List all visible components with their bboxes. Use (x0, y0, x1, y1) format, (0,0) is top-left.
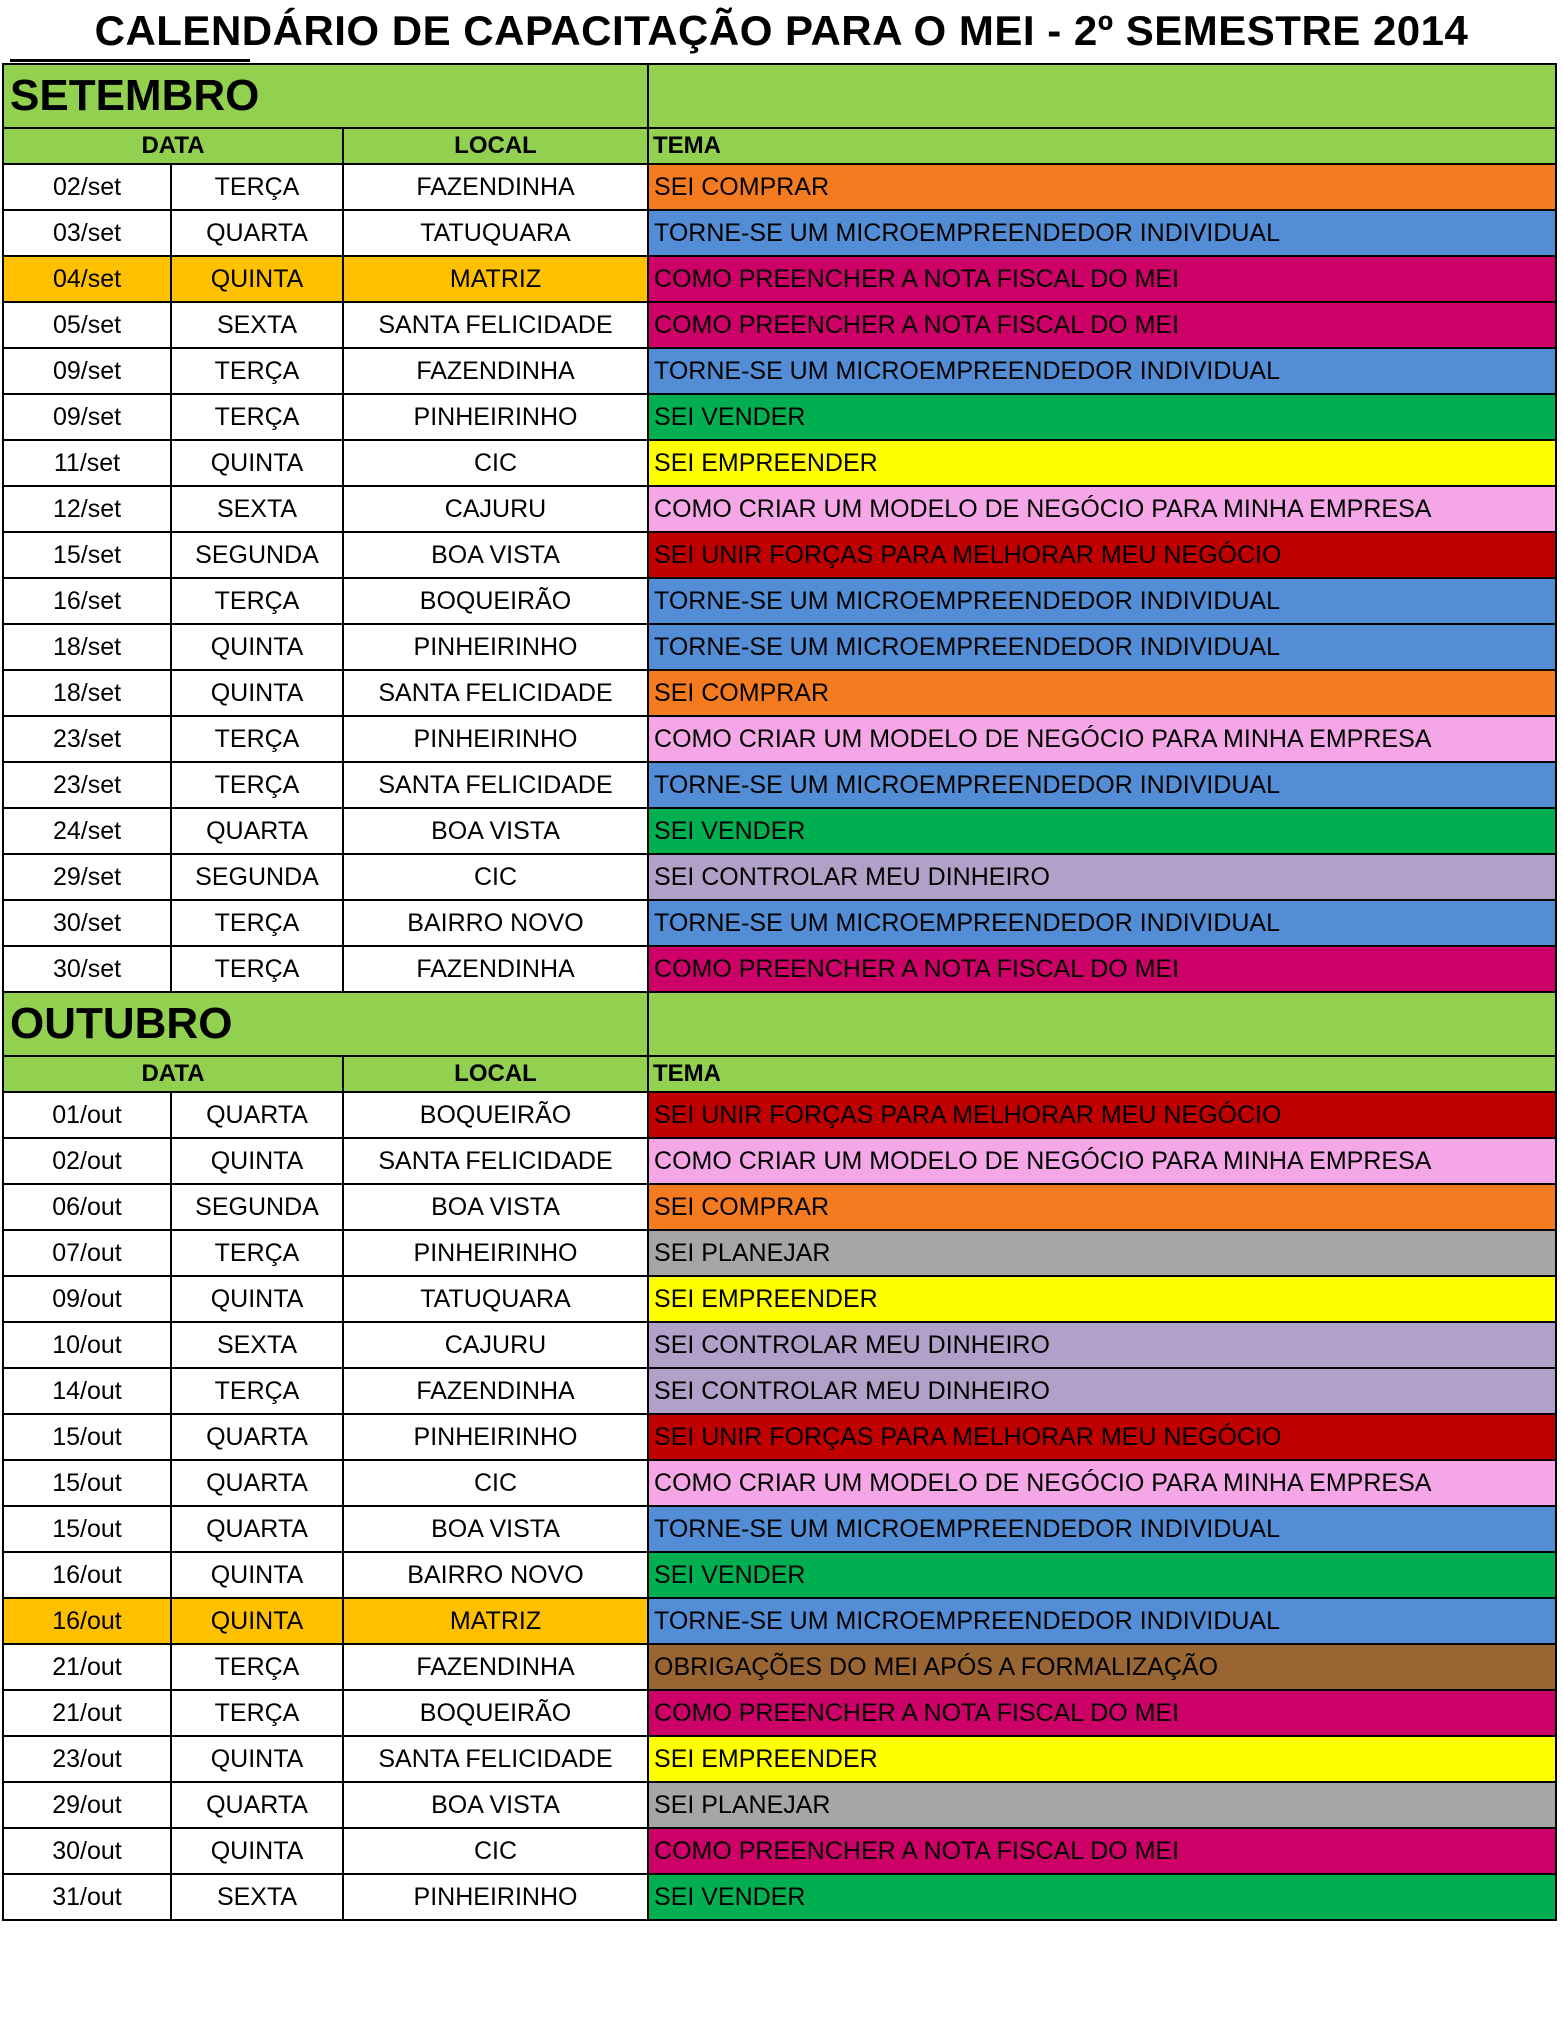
weekday-cell: SEGUNDA (171, 1184, 343, 1230)
date-cell: 09/set (3, 394, 171, 440)
location-cell: BOQUEIRÃO (343, 1690, 648, 1736)
table-row (3, 1828, 1556, 1874)
table-row (3, 716, 1556, 762)
date-cell: 16/set (3, 578, 171, 624)
weekday-cell: QUINTA (171, 1276, 343, 1322)
topic-cell: TORNE-SE UM MICROEMPREENDEDOR INDIVIDUAL (648, 210, 1556, 256)
weekday-cell: SEGUNDA (171, 532, 343, 578)
topic-cell: SEI CONTROLAR MEU DINHEIRO (648, 854, 1556, 900)
weekday-cell: TERÇA (171, 1368, 343, 1414)
table-row (3, 1138, 1556, 1184)
weekday-cell: SEXTA (171, 1874, 343, 1920)
date-cell: 30/set (3, 900, 171, 946)
weekday-cell: QUARTA (171, 1414, 343, 1460)
weekday-cell: QUARTA (171, 1460, 343, 1506)
date-cell: 04/set (3, 256, 171, 302)
table-row (3, 578, 1556, 624)
table-row (3, 394, 1556, 440)
topic-cell: COMO PREENCHER A NOTA FISCAL DO MEI (648, 302, 1556, 348)
table-row (3, 1874, 1556, 1920)
topic-cell: TORNE-SE UM MICROEMPREENDEDOR INDIVIDUAL (648, 348, 1556, 394)
table-row (3, 210, 1556, 256)
date-cell: 18/set (3, 624, 171, 670)
topic-cell: SEI UNIR FORÇAS PARA MELHORAR MEU NEGÓCIO (648, 1414, 1556, 1460)
table-row (3, 532, 1556, 578)
weekday-cell: QUARTA (171, 808, 343, 854)
location-cell: BOA VISTA (343, 1506, 648, 1552)
month-name: OUTUBRO (3, 992, 648, 1056)
date-cell: 18/set (3, 670, 171, 716)
table-row (3, 1506, 1556, 1552)
header-local: LOCAL (343, 128, 648, 164)
location-cell: BOA VISTA (343, 1184, 648, 1230)
topic-cell: COMO CRIAR UM MODELO DE NEGÓCIO PARA MINHA EMPRESA (648, 486, 1556, 532)
table-row (3, 1690, 1556, 1736)
topic-cell: SEI COMPRAR (648, 670, 1556, 716)
table-row (3, 1598, 1556, 1644)
date-cell: 21/out (3, 1644, 171, 1690)
weekday-cell: QUINTA (171, 670, 343, 716)
date-cell: 15/set (3, 532, 171, 578)
weekday-cell: QUINTA (171, 1828, 343, 1874)
topic-cell: COMO PREENCHER A NOTA FISCAL DO MEI (648, 1690, 1556, 1736)
topic-cell: SEI VENDER (648, 808, 1556, 854)
date-cell: 10/out (3, 1322, 171, 1368)
date-cell: 05/set (3, 302, 171, 348)
location-cell: PINHEIRINHO (343, 1874, 648, 1920)
table-row (3, 1552, 1556, 1598)
table-row (3, 1276, 1556, 1322)
table-row (3, 854, 1556, 900)
weekday-cell: QUINTA (171, 440, 343, 486)
table-row (3, 1460, 1556, 1506)
location-cell: CAJURU (343, 486, 648, 532)
location-cell: FAZENDINHA (343, 164, 648, 210)
table-row (3, 1644, 1556, 1690)
weekday-cell: SEGUNDA (171, 854, 343, 900)
table-row (3, 348, 1556, 394)
location-cell: FAZENDINHA (343, 348, 648, 394)
date-cell: 03/set (3, 210, 171, 256)
topic-cell: COMO CRIAR UM MODELO DE NEGÓCIO PARA MINHA EMPRESA (648, 716, 1556, 762)
table-row (3, 256, 1556, 302)
topic-cell: SEI VENDER (648, 1874, 1556, 1920)
date-cell: 24/set (3, 808, 171, 854)
location-cell: PINHEIRINHO (343, 394, 648, 440)
topic-cell: SEI CONTROLAR MEU DINHEIRO (648, 1368, 1556, 1414)
date-cell: 09/out (3, 1276, 171, 1322)
location-cell: SANTA FELICIDADE (343, 762, 648, 808)
location-cell: SANTA FELICIDADE (343, 302, 648, 348)
weekday-cell: SEXTA (171, 486, 343, 532)
topic-cell: OBRIGAÇÕES DO MEI APÓS A FORMALIZAÇÃO (648, 1644, 1556, 1690)
weekday-cell: TERÇA (171, 900, 343, 946)
date-cell: 23/set (3, 762, 171, 808)
topic-cell: SEI EMPREENDER (648, 1276, 1556, 1322)
topic-cell: TORNE-SE UM MICROEMPREENDEDOR INDIVIDUAL (648, 900, 1556, 946)
location-cell: PINHEIRINHO (343, 716, 648, 762)
topic-cell: SEI VENDER (648, 1552, 1556, 1598)
weekday-cell: TERÇA (171, 762, 343, 808)
date-cell: 29/set (3, 854, 171, 900)
month-name: SETEMBRO (3, 64, 648, 128)
weekday-cell: QUARTA (171, 1782, 343, 1828)
date-cell: 30/out (3, 1828, 171, 1874)
date-cell: 16/out (3, 1598, 171, 1644)
topic-cell: SEI PLANEJAR (648, 1782, 1556, 1828)
weekday-cell: QUARTA (171, 1092, 343, 1138)
date-cell: 21/out (3, 1690, 171, 1736)
location-cell: MATRIZ (343, 256, 648, 302)
topic-cell: COMO CRIAR UM MODELO DE NEGÓCIO PARA MINHA EMPRESA (648, 1460, 1556, 1506)
table-row (3, 808, 1556, 854)
weekday-cell: SEXTA (171, 1322, 343, 1368)
date-cell: 12/set (3, 486, 171, 532)
weekday-cell: QUINTA (171, 1552, 343, 1598)
weekday-cell: TERÇA (171, 348, 343, 394)
date-cell: 29/out (3, 1782, 171, 1828)
location-cell: BOQUEIRÃO (343, 1092, 648, 1138)
location-cell: BOA VISTA (343, 1782, 648, 1828)
location-cell: BAIRRO NOVO (343, 1552, 648, 1598)
header-local: LOCAL (343, 1056, 648, 1092)
weekday-cell: QUINTA (171, 624, 343, 670)
topic-cell: SEI CONTROLAR MEU DINHEIRO (648, 1322, 1556, 1368)
location-cell: SANTA FELICIDADE (343, 1736, 648, 1782)
location-cell: PINHEIRINHO (343, 624, 648, 670)
date-cell: 30/set (3, 946, 171, 992)
month-header-blank (648, 64, 1556, 128)
location-cell: BAIRRO NOVO (343, 900, 648, 946)
location-cell: TATUQUARA (343, 1276, 648, 1322)
location-cell: SANTA FELICIDADE (343, 1138, 648, 1184)
header-tema: TEMA (648, 1056, 1556, 1092)
month-header-row (3, 992, 1556, 1056)
date-cell: 15/out (3, 1414, 171, 1460)
location-cell: TATUQUARA (343, 210, 648, 256)
page-title: CALENDÁRIO DE CAPACITAÇÃO PARA O MEI - 2º SEMESTRE 2014 (94, 7, 1469, 54)
location-cell: PINHEIRINHO (343, 1414, 648, 1460)
location-cell: CIC (343, 854, 648, 900)
table-row (3, 1782, 1556, 1828)
table-row (3, 900, 1556, 946)
location-cell: BOA VISTA (343, 808, 648, 854)
weekday-cell: QUINTA (171, 1138, 343, 1184)
date-cell: 31/out (3, 1874, 171, 1920)
topic-cell: COMO PREENCHER A NOTA FISCAL DO MEI (648, 946, 1556, 992)
table-row (3, 624, 1556, 670)
location-cell: FAZENDINHA (343, 1644, 648, 1690)
weekday-cell: QUINTA (171, 1598, 343, 1644)
weekday-cell: TERÇA (171, 1644, 343, 1690)
topic-cell: SEI COMPRAR (648, 164, 1556, 210)
month-header-row (3, 64, 1556, 128)
topic-cell: SEI UNIR FORÇAS PARA MELHORAR MEU NEGÓCIO (648, 1092, 1556, 1138)
month-header-blank (648, 992, 1556, 1056)
table-row (3, 762, 1556, 808)
date-cell: 11/set (3, 440, 171, 486)
weekday-cell: TERÇA (171, 578, 343, 624)
location-cell: CIC (343, 1460, 648, 1506)
topic-cell: TORNE-SE UM MICROEMPREENDEDOR INDIVIDUAL (648, 1506, 1556, 1552)
date-cell: 09/set (3, 348, 171, 394)
topic-cell: TORNE-SE UM MICROEMPREENDEDOR INDIVIDUAL (648, 578, 1556, 624)
date-cell: 01/out (3, 1092, 171, 1138)
weekday-cell: QUINTA (171, 1736, 343, 1782)
topic-cell: SEI EMPREENDER (648, 1736, 1556, 1782)
location-cell: CIC (343, 440, 648, 486)
date-cell: 15/out (3, 1460, 171, 1506)
table-row (3, 1414, 1556, 1460)
location-cell: BOQUEIRÃO (343, 578, 648, 624)
table-row (3, 164, 1556, 210)
topic-cell: SEI PLANEJAR (648, 1230, 1556, 1276)
header-data: DATA (3, 128, 343, 164)
table-row (3, 946, 1556, 992)
topic-cell: TORNE-SE UM MICROEMPREENDEDOR INDIVIDUAL (648, 1598, 1556, 1644)
table-row (3, 302, 1556, 348)
calendar-body (3, 64, 1556, 1920)
location-cell: PINHEIRINHO (343, 1230, 648, 1276)
date-cell: 06/out (3, 1184, 171, 1230)
date-cell: 15/out (3, 1506, 171, 1552)
topic-cell: COMO PREENCHER A NOTA FISCAL DO MEI (648, 256, 1556, 302)
weekday-cell: TERÇA (171, 1230, 343, 1276)
table-row (3, 440, 1556, 486)
topic-cell: TORNE-SE UM MICROEMPREENDEDOR INDIVIDUAL (648, 762, 1556, 808)
weekday-cell: SEXTA (171, 302, 343, 348)
location-cell: FAZENDINHA (343, 1368, 648, 1414)
date-cell: 23/out (3, 1736, 171, 1782)
location-cell: BOA VISTA (343, 532, 648, 578)
table-row (3, 486, 1556, 532)
date-cell: 16/out (3, 1552, 171, 1598)
weekday-cell: TERÇA (171, 164, 343, 210)
table-row (3, 1184, 1556, 1230)
table-row (3, 1230, 1556, 1276)
topic-cell: COMO PREENCHER A NOTA FISCAL DO MEI (648, 1828, 1556, 1874)
location-cell: CIC (343, 1828, 648, 1874)
calendar-table (2, 63, 1557, 1921)
location-cell: CAJURU (343, 1322, 648, 1368)
location-cell: SANTA FELICIDADE (343, 670, 648, 716)
weekday-cell: QUINTA (171, 256, 343, 302)
weekday-cell: TERÇA (171, 716, 343, 762)
date-cell: 02/out (3, 1138, 171, 1184)
topic-cell: SEI COMPRAR (648, 1184, 1556, 1230)
topic-cell: SEI UNIR FORÇAS PARA MELHORAR MEU NEGÓCIO (648, 532, 1556, 578)
weekday-cell: QUARTA (171, 210, 343, 256)
header-data: DATA (3, 1056, 343, 1092)
table-row (3, 670, 1556, 716)
weekday-cell: TERÇA (171, 946, 343, 992)
topic-cell: SEI VENDER (648, 394, 1556, 440)
date-cell: 14/out (3, 1368, 171, 1414)
table-row (3, 1322, 1556, 1368)
column-header-row (3, 128, 1556, 164)
table-row (3, 1736, 1556, 1782)
date-cell: 02/set (3, 164, 171, 210)
table-row (3, 1368, 1556, 1414)
topic-cell: SEI EMPREENDER (648, 440, 1556, 486)
header-tema: TEMA (648, 128, 1556, 164)
topic-cell: COMO CRIAR UM MODELO DE NEGÓCIO PARA MINHA EMPRESA (648, 1138, 1556, 1184)
weekday-cell: TERÇA (171, 394, 343, 440)
title-underline (10, 59, 250, 62)
topic-cell: TORNE-SE UM MICROEMPREENDEDOR INDIVIDUAL (648, 624, 1556, 670)
weekday-cell: QUARTA (171, 1506, 343, 1552)
weekday-cell: TERÇA (171, 1690, 343, 1736)
table-row (3, 1092, 1556, 1138)
location-cell: FAZENDINHA (343, 946, 648, 992)
date-cell: 07/out (3, 1230, 171, 1276)
column-header-row (3, 1056, 1556, 1092)
location-cell: MATRIZ (343, 1598, 648, 1644)
date-cell: 23/set (3, 716, 171, 762)
